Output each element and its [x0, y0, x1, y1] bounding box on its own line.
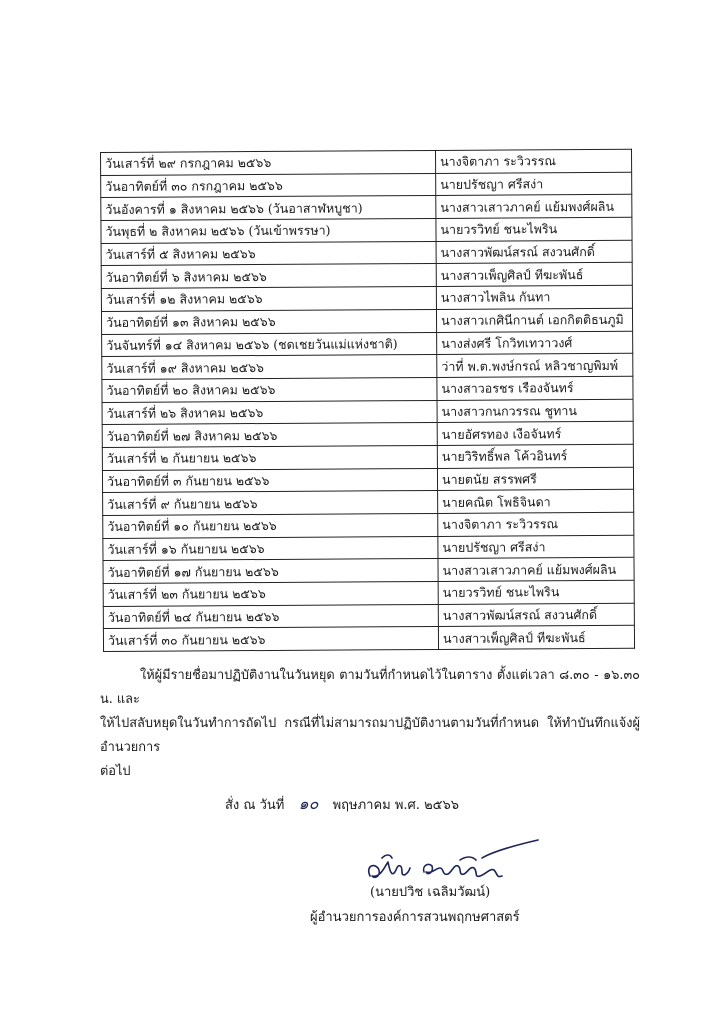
schedule-date-cell: วันเสาร์ที่ ๒๓ กันยายน ๒๕๖๖	[103, 582, 438, 607]
schedule-staff-name-cell: นายวรวิทย์ ชนะไพริน	[438, 580, 634, 604]
schedule-staff-name-cell: นางสาวไพลิน กันทา	[436, 285, 632, 309]
schedule-row	[101, 149, 632, 175]
schedule-row	[103, 490, 634, 516]
signer-name: (นายปวิช เฉลิมวัฒน์)	[370, 885, 491, 900]
schedule-date-cell: วันเสาร์ที่ ๑๒ สิงหาคม ๒๕๖๖	[101, 287, 436, 312]
schedule-row	[102, 467, 633, 493]
schedule-date-cell: วันจันทร์ที่ ๑๔ สิงหาคม ๒๕๖๖ (ชดเชยวันแม่แห่งชาติ)	[102, 332, 437, 357]
schedule-date-cell: วันพุธที่ ๒ สิงหาคม ๒๕๖๖ (วันเข้าพรรษา)	[101, 219, 436, 244]
schedule-staff-name-cell: นายปรัชญา ศรีสง่า	[436, 172, 632, 196]
instruction-line-3: ต่อไป	[100, 764, 131, 779]
schedule-row	[102, 353, 633, 379]
schedule-staff-name-cell: นางส่งศรี โกวิทเทวาวงศ์	[437, 331, 633, 355]
schedule-staff-name-cell: นายวรวิทย์ ชนะไพริน	[436, 217, 632, 241]
order-date-prefix: สั่ง ณ วันที่	[225, 798, 285, 813]
schedule-row	[102, 399, 633, 425]
schedule-row	[101, 195, 632, 221]
schedule-staff-name-cell: นางสาวเพ็ญศิลป์ ทีฆะพันธ์	[438, 626, 634, 650]
schedule-date-cell: วันเสาร์ที่ ๕ สิงหาคม ๒๕๖๖	[101, 241, 436, 266]
schedule-staff-name-cell: นางสาวเสาวภาคย์ แย้มพงศ์ผลิน	[438, 558, 634, 582]
schedule-staff-name-cell: นายคณิต โพธิจินดา	[438, 490, 634, 514]
schedule-row	[103, 535, 634, 561]
instruction-paragraph	[100, 664, 640, 784]
schedule-date-cell: วันอังคารที่ ๑ สิงหาคม ๒๕๖๖ (วันอาสาฬหบูชา)	[101, 196, 436, 221]
schedule-staff-name-cell: นางสาวอรชร เรืองจันทร์	[437, 376, 633, 400]
schedule-date-cell: วันเสาร์ที่ ๙ กันยายน ๒๕๖๖	[103, 491, 438, 516]
schedule-date-cell: วันเสาร์ที่ ๑๙ สิงหาคม ๒๕๖๖	[102, 355, 437, 380]
schedule-date-cell: วันเสาร์ที่ ๒ กันยายน ๒๕๖๖	[102, 445, 437, 470]
schedule-staff-name-cell: นายวิริทธิ์พล โค้วอินทร์	[437, 444, 633, 468]
schedule-row	[102, 376, 633, 402]
order-day-handwritten: ๑๐	[298, 794, 319, 813]
schedule-row	[103, 626, 634, 652]
schedule-date-cell: วันอาทิตย์ที่ ๑๓ สิงหาคม ๒๕๖๖	[101, 309, 436, 334]
schedule-row	[103, 512, 634, 538]
schedule-date-cell: วันเสาร์ที่ ๒๙ กรกฎาคม ๒๕๖๖	[101, 150, 436, 175]
schedule-date-cell: วันอาทิตย์ที่ ๑๐ กันยายน ๒๕๖๖	[103, 513, 438, 538]
schedule-staff-name-cell: นางสาวพัฒน์สรณ์ สงวนศักดิ์	[438, 603, 634, 627]
schedule-staff-name-cell: นางสาวเพ็ญศิลป์ ทีฆะพันธ์	[436, 263, 632, 287]
duty-schedule-table	[100, 149, 635, 652]
schedule-date-cell: วันอาทิตย์ที่ ๒๐ สิงหาคม ๒๕๖๖	[102, 377, 437, 402]
schedule-date-cell: วันอาทิตย์ที่ ๓ กันยายน ๒๕๖๖	[102, 468, 437, 493]
schedule-staff-name-cell: นายปรัชญา ศรีสง่า	[438, 535, 634, 559]
schedule-staff-name-cell: ว่าที่ พ.ต.พงษ์กรณ์ หลิวชาญพิมพ์	[437, 353, 633, 377]
schedule-date-cell: วันอาทิตย์ที่ ๑๗ กันยายน ๒๕๖๖	[103, 559, 438, 584]
schedule-row	[102, 421, 633, 447]
schedule-row	[102, 444, 633, 470]
schedule-row	[101, 172, 632, 198]
schedule-date-cell: วันอาทิตย์ที่ ๖ สิงหาคม ๒๕๖๖	[101, 264, 436, 289]
order-date-line	[225, 792, 459, 817]
schedule-row	[101, 263, 632, 289]
schedule-date-cell: วันอาทิตย์ที่ ๒๔ กันยายน ๒๕๖๖	[103, 604, 438, 629]
schedule-staff-name-cell: นางสาวกนกวรรณ ชูทาน	[437, 399, 633, 423]
schedule-row	[103, 580, 634, 606]
schedule-date-cell: วันเสาร์ที่ ๑๖ กันยายน ๒๕๖๖	[103, 536, 438, 561]
schedule-row	[101, 308, 632, 334]
schedule-row	[103, 558, 634, 584]
schedule-staff-name-cell: นางสาวเสาวภาคย์ แย้มพงศ์ผลิน	[436, 195, 632, 219]
order-month-year: พฤษภาคม พ.ศ. ๒๕๖๖	[332, 798, 459, 813]
duty-schedule-body	[101, 149, 635, 651]
schedule-row	[101, 285, 632, 311]
schedule-staff-name-cell: นางจิตาภา ระวิวรรณ	[438, 512, 634, 536]
schedule-date-cell: วันเสาร์ที่ ๓๐ กันยายน ๒๕๖๖	[103, 627, 438, 652]
schedule-date-cell: วันอาทิตย์ที่ ๓๐ กรกฎาคม ๒๕๖๖	[101, 173, 436, 198]
schedule-staff-name-cell: นางจิตาภา ระวิวรรณ	[435, 149, 631, 173]
schedule-row	[103, 603, 634, 629]
schedule-staff-name-cell: นายตนัย สรรพศรี	[437, 467, 633, 491]
schedule-date-cell: วันเสาร์ที่ ๒๖ สิงหาคม ๒๕๖๖	[102, 400, 437, 425]
schedule-row	[101, 217, 632, 243]
schedule-staff-name-cell: นางสาวเกศินีกานต์ เอกกิตติธนภูมิ	[436, 308, 632, 332]
signer-title: ผู้อำนวยการองค์การสวนพฤกษศาสตร์	[310, 910, 520, 925]
instruction-line-1: ให้ผู้มีรายชื่อมาปฏิบัติงานในวันหยุด ตามวันที่กำหนดไว้ในตาราง ตั้งแต่เวลา ๘.๓๐ - ๑๖.๓๐ น. และ	[100, 668, 640, 707]
schedule-date-cell: วันอาทิตย์ที่ ๒๗ สิงหาคม ๒๕๖๖	[102, 423, 437, 448]
schedule-row	[101, 240, 632, 266]
instruction-line-2: ให้ไปสลับหยุดในวันทำการถัดไป กรณีที่ไม่สามารถมาปฏิบัติงานตามวันที่กำหนด ให้ทำบันทึกแจ้งผู้อำนวยการ	[100, 716, 640, 755]
schedule-staff-name-cell: นางสาวพัฒน์สรณ์ สงวนศักดิ์	[436, 240, 632, 264]
schedule-staff-name-cell: นายอัศรทอง เงือจันทร์	[437, 421, 633, 445]
schedule-row	[102, 331, 633, 357]
